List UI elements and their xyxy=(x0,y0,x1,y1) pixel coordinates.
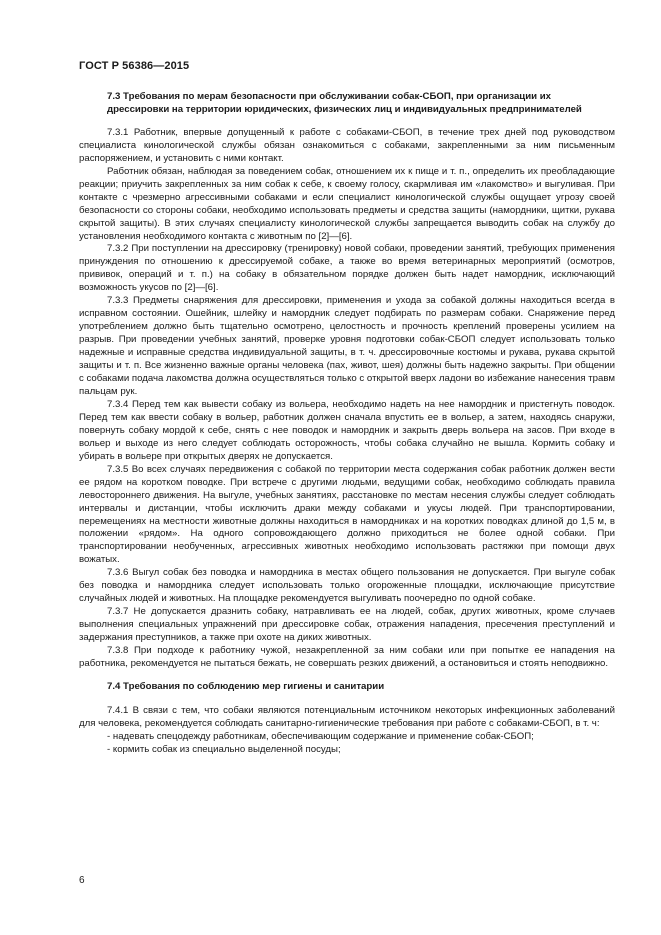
paragraph-7-3-6: 7.3.6 Выгул собак без поводка и намордника в местах общего пользования не допускается. При выгуле собак без поводка и намордника следует использовать только огороженные площадки, исключающие присутствие случайных людей и животных. На площадке рекомендуется выгуливать поочередно по одной собаке. xyxy=(79,567,615,605)
section-heading-7-4: 7.4 Требования по соблюдению мер гигиены и санитарии xyxy=(107,680,385,692)
paragraph-7-3-1-cont: Работник обязан, наблюдая за поведением собак, отношением их к пище и т. п., определить их преобладающие реакции; приучить закрепленных за ним собак к себе, к своему голосу, скармливая им «лакомство» и выгуливая. При контакте с чрезмерно агрессивными собаками и если специалист кинологической службы ощущает угрозу своей безопасности со стороны собаки, необходимо использовать предметы и средства защиты (намордники, щитки, рукава скрытой защиты). В этих случаях специалисту кинологической службы запрещается выводить собак на службу до установления необходимого контакта с животным по [2]—[6]. xyxy=(79,165,615,242)
paragraph-7-3-1: 7.3.1 Работник, впервые допущенный к работе с собаками-СБОП, в течение трех дней под руководством специалиста кинологической службы обязан ознакомиться с собаками, закрепленными за ним письменным распоряжением, и установить с ними контакт. xyxy=(79,126,615,164)
paragraph-7-4-1: 7.4.1 В связи с тем, что собаки являются потенциальным источником некоторых инфекционных заболеваний для человека, рекомендуется соблюдать санитарно-гигиенические требования при работе с собаками-СБОП, в т. ч: xyxy=(79,704,615,729)
paragraph-7-3-7: 7.3.7 Не допускается дразнить собаку, натравливать ее на людей, собак, других животных, кроме случаев выполнения специальных упражнений при дрессировке собак, отражения нападения, пресечения преступлений и задержания преступников, а также при охоте на диких животных. xyxy=(79,606,615,644)
list-item: - кормить собак из специально выделенной посуды; xyxy=(107,743,341,755)
paragraph-7-3-2: 7.3.2 При поступлении на дрессировку (тренировку) новой собаки, проведении занятий, требующих применения принуждения по отношению к дрессируемой собаке, а также во время ветеринарных мероприятий (осмотров, прививок, операций и т. п.) на собаку в обязательном порядке должен быть надет намордник, исключающий возможность укусов по [2]—[6]. xyxy=(79,243,615,294)
document-header: ГОСТ Р 56386—2015 xyxy=(79,60,190,72)
paragraph-7-3-8: 7.3.8 При подходе к работнику чужой, незакрепленной за ним собаки или при попытке ее нападения на работника, рекомендуется не пытаться бежать, не совершать резких движений, а остановиться и стоять неподвижно. xyxy=(79,645,615,669)
paragraph-7-3-3: 7.3.3 Предметы снаряжения для дрессировки, применения и ухода за собакой должны находиться всегда в исправном состоянии. Ошейник, шлейку и намордник следует подбирать по размерам собаки. Снаряжение перед употреблением должно быть тщательно осмотрено, целостность и прочность креплений проверены усилием на разрыв. При проведении учебных занятий, проверке уровня подготовки собак-СБОП следует использовать только надежные и исправные средства индивидуальной защиты, в т. ч. дрессировочные костюмы и рукава, рукава скрытой защиты и т. п. Все жизненно важные органы человека (пах, живот, шея) должны быть надежно закрыты. При общении с собаками подача лакомства должна осуществляться только с открытой вверх ладони во избежание нанесения травм пальцам рук. xyxy=(79,295,615,397)
list-item: - надевать спецодежду работникам, обеспечивающим содержание и применение собак-СБОП; xyxy=(107,730,534,742)
paragraph-7-3-4: 7.3.4 Перед тем как вывести собаку из вольера, необходимо надеть на нее намордник и пристегнуть поводок. Перед тем как ввести собаку в вольер, работник должен сначала впустить ее в вольер, а затем, находясь снаружи, повернуть собаку мордой к себе, снять с нее поводок и намордник и закрыть дверь вольера на засов. При входе в вольер и выходе из него следует соблюдать осторожность, чтобы собака случайно не вышла. Кормить собаку и убирать в вольере при открытых дверях не допускается. xyxy=(79,398,615,462)
section-heading-7-3: 7.3 Требования по мерам безопасности при обслуживании собак-СБОП, при организации их дрессировки на территории юридических, физических лиц и индивидуальных предпринимателей xyxy=(107,91,582,115)
page-number: 6 xyxy=(79,875,85,886)
document-body xyxy=(79,91,615,757)
paragraph-7-3-5: 7.3.5 Во всех случаях передвижения с собакой по территории места содержания собак работник должен вести ее рядом на коротком поводке. При встрече с другими людьми, ведущими собак, необходимо соблюдать правила левостороннего движения. На выгуле, учебных занятиях, расстановке по местам несения службы следует соблюдать интервалы и дистанции, чтобы исключить драки между собаками и укусы людей. При транспортировании, перемещениях на местности животные должны находиться в намордниках и на коротких поводках длиной до 1,5 м, в положении «рядом». На одного сопровождающего должно приходиться не более одной собаки. При транспортировании необученных, агрессивных животных необходимо использовать растяжки при помощи двух вожатых. xyxy=(79,463,615,566)
